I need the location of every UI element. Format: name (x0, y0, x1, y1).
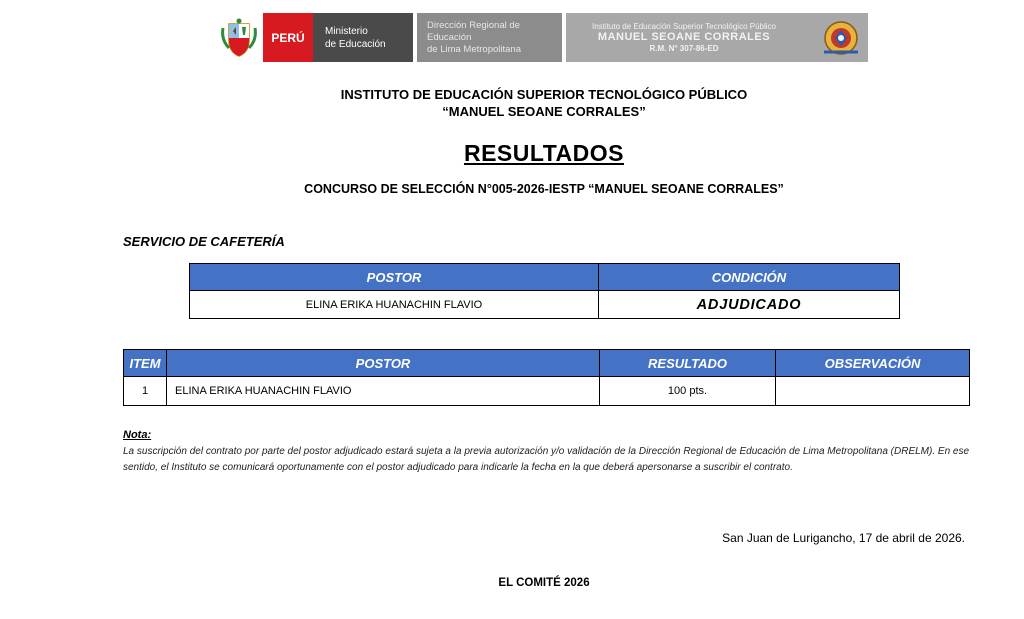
drelm-label (417, 13, 562, 62)
iestp-name: MANUEL SEOANE CORRALES (597, 31, 771, 43)
institute-heading (0, 86, 1024, 120)
committee-signature: EL COMITÉ 2026 (498, 577, 590, 589)
table-row (190, 291, 900, 319)
cell-observacion (776, 377, 970, 406)
iestp-rm: R.M. N° 307-86-ED (649, 44, 719, 53)
institute-line2: “MANUEL SEOANE CORRALES” (442, 104, 646, 119)
ministry-line1: Ministerio (325, 25, 368, 37)
iestp-line1: Instituto de Educación Superior Tecnológico Público (592, 22, 776, 31)
institute-line1: INSTITUTO DE EDUCACIÓN SUPERIOR TECNOLÓGICO PÚBLICO (340, 87, 748, 102)
drelm-line1: Dirección Regional de (427, 19, 520, 31)
adjudication-table (189, 263, 900, 319)
service-heading: SERVICIO DE CAFETERÍA (123, 234, 285, 249)
place-date: San Juan de Lurigancho, 17 de abril de 2026. (722, 531, 965, 545)
note-text: La suscripción del contrato por parte del postor adjudicado estará sujeta a la previa autorización y/o validación de la Dirección Regional de Educación de Lima Metropolitana (DRELM). En ese sentido, el Instituto se comunicará oportunamente con el postor adjudicado para indicarle la fecha en la que deberá apersonarse a suscribir el contrato. (123, 446, 970, 473)
cell-condicion: ADJUDICADO (599, 291, 900, 319)
header-banner (215, 13, 868, 62)
cell-resultado: 100 pts. (600, 377, 776, 406)
results-table (123, 349, 970, 406)
column-header-postor: POSTOR (190, 264, 599, 291)
column-header-condicion: CONDICIÓN (599, 264, 900, 291)
cell-item: 1 (124, 377, 167, 406)
peru-label: PERÚ (263, 13, 313, 62)
iestp-label (566, 13, 868, 62)
ministry-label (313, 13, 413, 62)
column-header-observacion: OBSERVACIÓN (776, 350, 970, 377)
table-row (124, 377, 970, 406)
column-header-resultado: RESULTADO (600, 350, 776, 377)
table-header-row (190, 264, 900, 291)
cell-postor: ELINA ERIKA HUANACHIN FLAVIO (190, 291, 599, 319)
iestp-crest-icon (820, 18, 862, 58)
cell-postor: ELINA ERIKA HUANACHIN FLAVIO (167, 377, 600, 406)
column-header-postor: POSTOR (167, 350, 600, 377)
page-title: RESULTADOS (463, 140, 625, 166)
peru-coat-of-arms-icon (215, 13, 263, 62)
note-label: Nota: (123, 429, 152, 441)
contest-heading: CONCURSO DE SELECCIÓN N°005-2026-IESTP “MANUEL SEOANE CORRALES” (304, 182, 784, 196)
table-header-row (124, 350, 970, 377)
drelm-line2: Educación (427, 31, 472, 43)
column-header-item: ITEM (124, 350, 167, 377)
ministry-line2: de Educación (325, 38, 386, 50)
drelm-line3: de Lima Metropolitana (427, 43, 521, 55)
